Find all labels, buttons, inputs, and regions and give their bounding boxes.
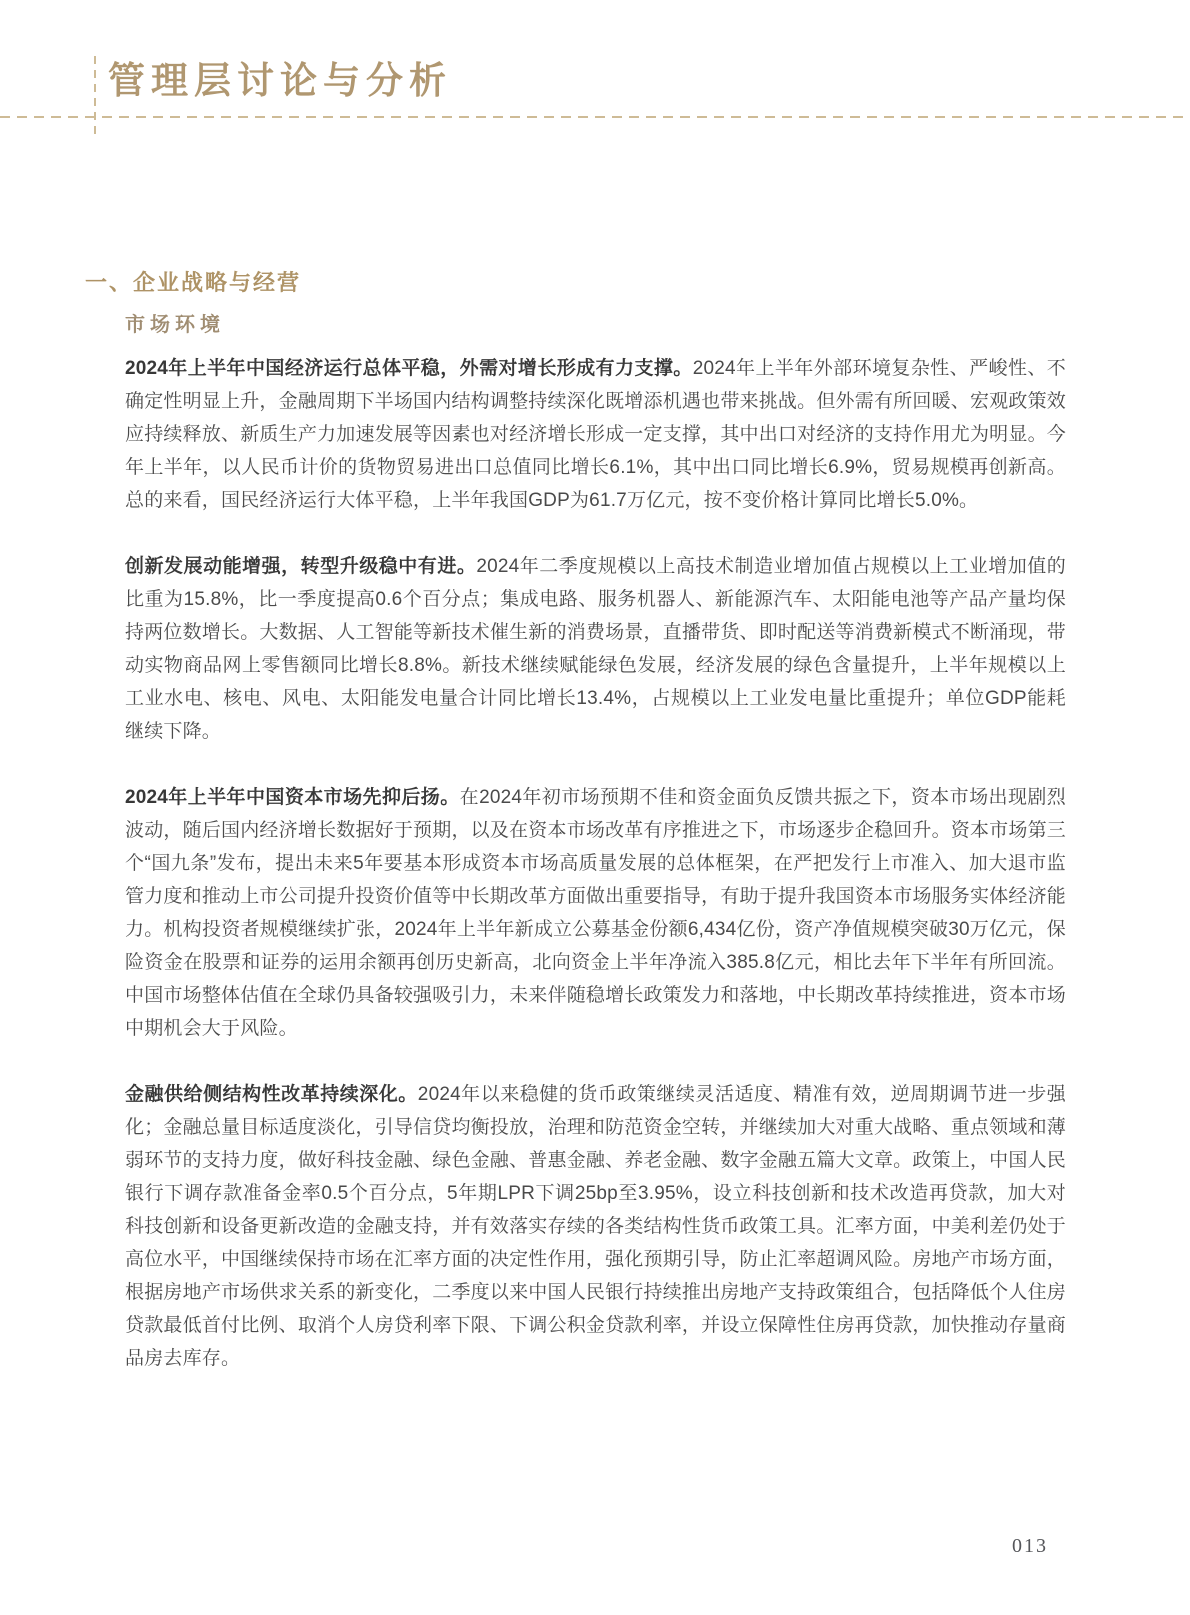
- paragraph: [125, 1078, 1066, 1375]
- paragraph-body: 在2024年初市场预期不佳和资金面负反馈共振之下，资本市场出现剧烈波动，随后国内经济增长数据好于预期，以及在资本市场改革有序推进之下，市场逐步企稳回升。资本市场第三个“国九条”发布，提出未来5年要基本形成资本市场高质量发展的总体框架，在严把发行上市准入、加大退市监管力度和推动上市公司提升投资价值等中长期改革方面做出重要指导，有助于提升我国资本市场服务实体经济能力。机构投资者规模继续扩张，2024年上半年新成立公募基金份额6,434亿份，资产净值规模突破30万亿元，保险资金在股票和证券的运用余额再创历史新高，北向资金上半年净流入385.8亿元，相比去年下半年有所回流。中国市场整体估值在全球仍具备较强吸引力，未来伴随稳增长政策发力和落地，中长期改革持续推进，资本市场中期机会大于风险。: [125, 787, 1066, 1039]
- paragraph-lead: 金融供给侧结构性改革持续深化。: [125, 1084, 418, 1105]
- paragraph-body: 2024年上半年外部环境复杂性、严峻性、不确定性明显上升，金融周期下半场国内结构调整持续深化既增添机遇也带来挑战。但外需有所回暖、宏观政策效应持续释放、新质生产力加速发展等因素也对经济增长形成一定支撑，其中出口对经济的支持作用尤为明显。今年上半年，以人民币计价的货物贸易进出口总值同比增长6.1%，其中出口同比增长6.9%，贸易规模再创新高。总的来看，国民经济运行大体平稳，上半年我国GDP为61.7万亿元，按不变价格计算同比增长5.0%。: [125, 358, 1066, 511]
- page-number: 013: [1012, 1535, 1048, 1557]
- paragraph-lead: 创新发展动能增强，转型升级稳中有进。: [125, 556, 477, 577]
- subsection-heading: 市场环境: [125, 314, 225, 336]
- paragraph-lead: 2024年上半年中国资本市场先抑后扬。: [125, 787, 460, 808]
- header-vertical-dashed-rule: [94, 56, 96, 140]
- paragraph-body: 2024年二季度规模以上高技术制造业增加值占规模以上工业增加值的比重为15.8%，比一季度提高0.6个百分点；集成电路、服务机器人、新能源汽车、太阳能电池等产品产量均保持两位数增长。大数据、人工智能等新技术催生新的消费场景，直播带货、即时配送等消费新模式不断涌现，带动实物商品网上零售额同比增长8.8%。新技术继续赋能绿色发展，经济发展的绿色含量提升，上半年规模以上工业水电、核电、风电、太阳能发电量合计同比增长13.4%，占规模以上工业发电量比重提升；单位GDP能耗继续下降。: [125, 556, 1067, 742]
- paragraph: [125, 781, 1066, 1045]
- section-heading: 一、企业战略与经营: [85, 270, 302, 295]
- paragraph: [125, 550, 1066, 748]
- body-content: [125, 352, 1066, 1408]
- page-title: 管理层讨论与分析: [108, 61, 452, 102]
- paragraph-body: 2024年以来稳健的货币政策继续灵活适度、精准有效，逆周期调节进一步强化；金融总量目标适度淡化，引导信贷均衡投放，治理和防范资金空转，并继续加大对重大战略、重点领域和薄弱环节的支持力度，做好科技金融、绿色金融、普惠金融、养老金融、数字金融五篇大文章。政策上，中国人民银行下调存款准备金率0.5个百分点，5年期LPR下调25bp至3.95%，设立科技创新和技术改造再贷款，加大对科技创新和设备更新改造的金融支持，并有效落实存续的各类结构性货币政策工具。汇率方面，中美利差仍处于高位水平，中国继续保持市场在汇率方面的决定性作用，强化预期引导，防止汇率超调风险。房地产市场方面，根据房地产市场供求关系的新变化，二季度以来中国人民银行持续推出房地产支持政策组合，包括降低个人住房贷款最低首付比例、取消个人房贷利率下限、下调公积金贷款利率，并设立保障性住房再贷款，加快推动存量商品房去库存。: [125, 1084, 1066, 1369]
- header-horizontal-dashed-rule: [0, 116, 1190, 118]
- paragraph-lead: 2024年上半年中国经济运行总体平稳，外需对增长形成有力支撑。: [125, 358, 693, 379]
- paragraph: [125, 352, 1066, 517]
